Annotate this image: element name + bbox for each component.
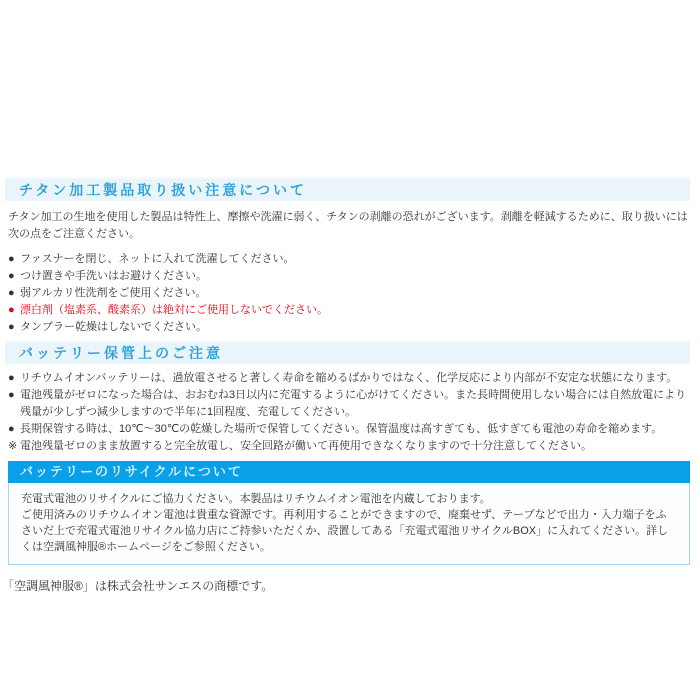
- bullet-text: 弱アルカリ性洗剤をご使用ください。: [20, 287, 207, 299]
- list-item-note: [8, 438, 690, 455]
- note-asterisk-icon: ※: [8, 440, 18, 452]
- list-item-warning: [8, 302, 690, 319]
- bullet-icon: ●: [8, 321, 15, 333]
- bullet-text: タンブラー乾燥はしないでください。: [20, 321, 207, 333]
- bullet-icon: ●: [8, 423, 15, 435]
- bullet-icon: ●: [8, 270, 15, 282]
- note-text: 電池残量ゼロのまま放置すると完全放電し、安全回路が働いて再使用できなくなりますので十分注意してください。: [20, 440, 592, 452]
- battery-section-header: [5, 340, 690, 364]
- bullet-text: 長期保管する時は、10℃～30℃の乾燥した場所で保管してください。保管温度は高すぎても、低すぎても電池の寿命を縮めます。: [20, 423, 663, 435]
- recycle-box-title: バッテリーのリサイクルについて: [20, 464, 243, 479]
- list-item: [8, 421, 690, 438]
- battery-bullet-list: [8, 370, 690, 455]
- list-item: [8, 285, 690, 302]
- bullet-text: ファスナーを閉じ、ネットに入れて洗濯してください。: [20, 253, 295, 265]
- battery-section-title: バッテリー保管上のご注意: [19, 345, 223, 361]
- list-item: [8, 251, 690, 268]
- titanium-bullet-list: [8, 251, 690, 336]
- list-item: [8, 370, 690, 387]
- bullet-icon: ●: [8, 304, 15, 316]
- bullet-text: つけ置きや手洗いはお避けください。: [20, 270, 207, 282]
- list-item: [8, 268, 690, 285]
- titanium-intro-paragraph: チタン加工の生地を使用した製品は特性上、摩擦や洗濯に弱く、チタンの剥離の恐れがございます。剥離を軽減するために、取り扱いには次の点をご注意ください。: [8, 211, 688, 240]
- bullet-text-warning: 漂白剤（塩素系、酸素系）は絶対にご使用しないでください。: [20, 304, 328, 316]
- trademark-note: 「空調風神服®」は株式会社サンエスの商標です。: [2, 579, 274, 593]
- bullet-text: 電池残量がゼロになった場合は、おおむね3日以内に充電するように心がけてください。また長時間使用しない場合には自然放電により残量が少しずつ減少しますので半年に1回程度、充電してください。: [20, 389, 687, 418]
- list-item: [8, 387, 690, 421]
- bullet-icon: ●: [8, 253, 15, 265]
- bullet-icon: ●: [8, 287, 15, 299]
- bullet-text: リチウムイオンバッテリーは、過放電させると著しく寿命を縮めるばかりではなく、化学反応により内部が不安定な状態になります。: [20, 372, 678, 384]
- titanium-section-header: [5, 177, 690, 201]
- bullet-icon: ●: [8, 389, 15, 401]
- bullet-icon: ●: [8, 372, 15, 384]
- list-item: [8, 319, 690, 336]
- recycle-text-line2: ご使用済みのリチウムイオン電池は貴重な資源です。再利用することができますので、廃棄せず、テープなどで出力・入力端子をふさいだ上で充電式電池リサイクル協力店にご持参いただくか、設置してある「充電式電池リサイクルBOX」に入れてください。詳しくは空調風神服®ホームページをご参照ください。: [21, 509, 669, 553]
- recycle-box-header: [8, 461, 690, 483]
- titanium-section-title: チタン加工製品取り扱い注意について: [19, 182, 308, 198]
- recycle-info-box: [8, 461, 690, 565]
- recycle-box-body: [8, 483, 690, 565]
- recycle-text-line1: 充電式電池のリサイクルにご協力ください。本製品はリチウムイオン電池を内蔵しております。: [21, 493, 491, 505]
